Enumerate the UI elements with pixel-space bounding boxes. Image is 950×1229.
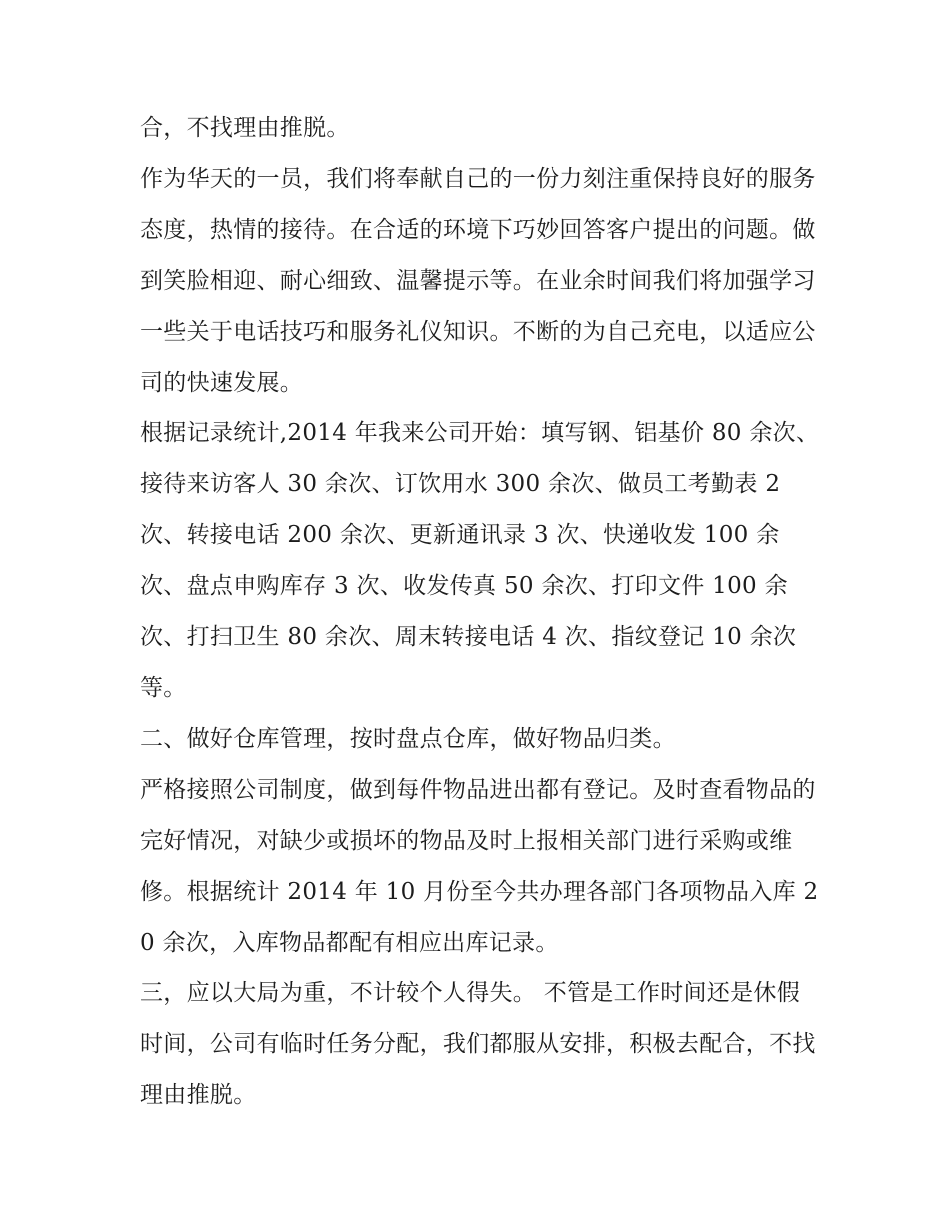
- paragraph-work-statistics: 根据记录统计,2014 年我来公司开始：填写钢、铝基价 80 余次、接待来访客人 30 余次、订饮用水 300 余次、做员工考勤表 2 次、转接电话 200 余次、更新通讯录 3 次、快递收发 100 余次、盘点申购库存 3 次、收发传真 50 余次、打印文件 100 余次、打扫卫生 80 余次、周末转接电话 4 次、指纹登记 10 余次等。: [140, 420, 820, 701]
- paragraph-overall-interest: 三，应以大局为重，不计较个人得失。 不管是工作时间还是休假时间，公司有临时任务分配，我们都服从安排，积极去配合，不找理由推脱。: [140, 980, 816, 1109]
- paragraph-service-attitude: 作为华天的一员，我们将奉献自己的一份力刻注重保持良好的服务态度，热情的接待。在合适的环境下巧妙回答客户提出的问题。做到笑脸相迎、耐心细致、温馨提示等。在业余时间我们将加强学习一些关于电话技巧和服务礼仪知识。不断的为自己充电，以适应公司的快速发展。: [140, 165, 816, 396]
- document-body: [140, 103, 820, 1121]
- paragraph-warehouse-details: 严格接照公司制度，做到每件物品进出都有登记。及时查看物品的完好情况，对缺少或损坏的物品及时上报相关部门进行采购或维修。根据统计 2014 年 10 月份至今共办理各部门各项物品入库 20 余次，入库物品都配有相应出库记录。: [140, 776, 819, 956]
- paragraph-continuation: 合，不找理由推脱。: [140, 115, 350, 141]
- heading-warehouse-management: 二、做好仓库管理，按时盘点仓库，做好物品归类。: [140, 725, 676, 752]
